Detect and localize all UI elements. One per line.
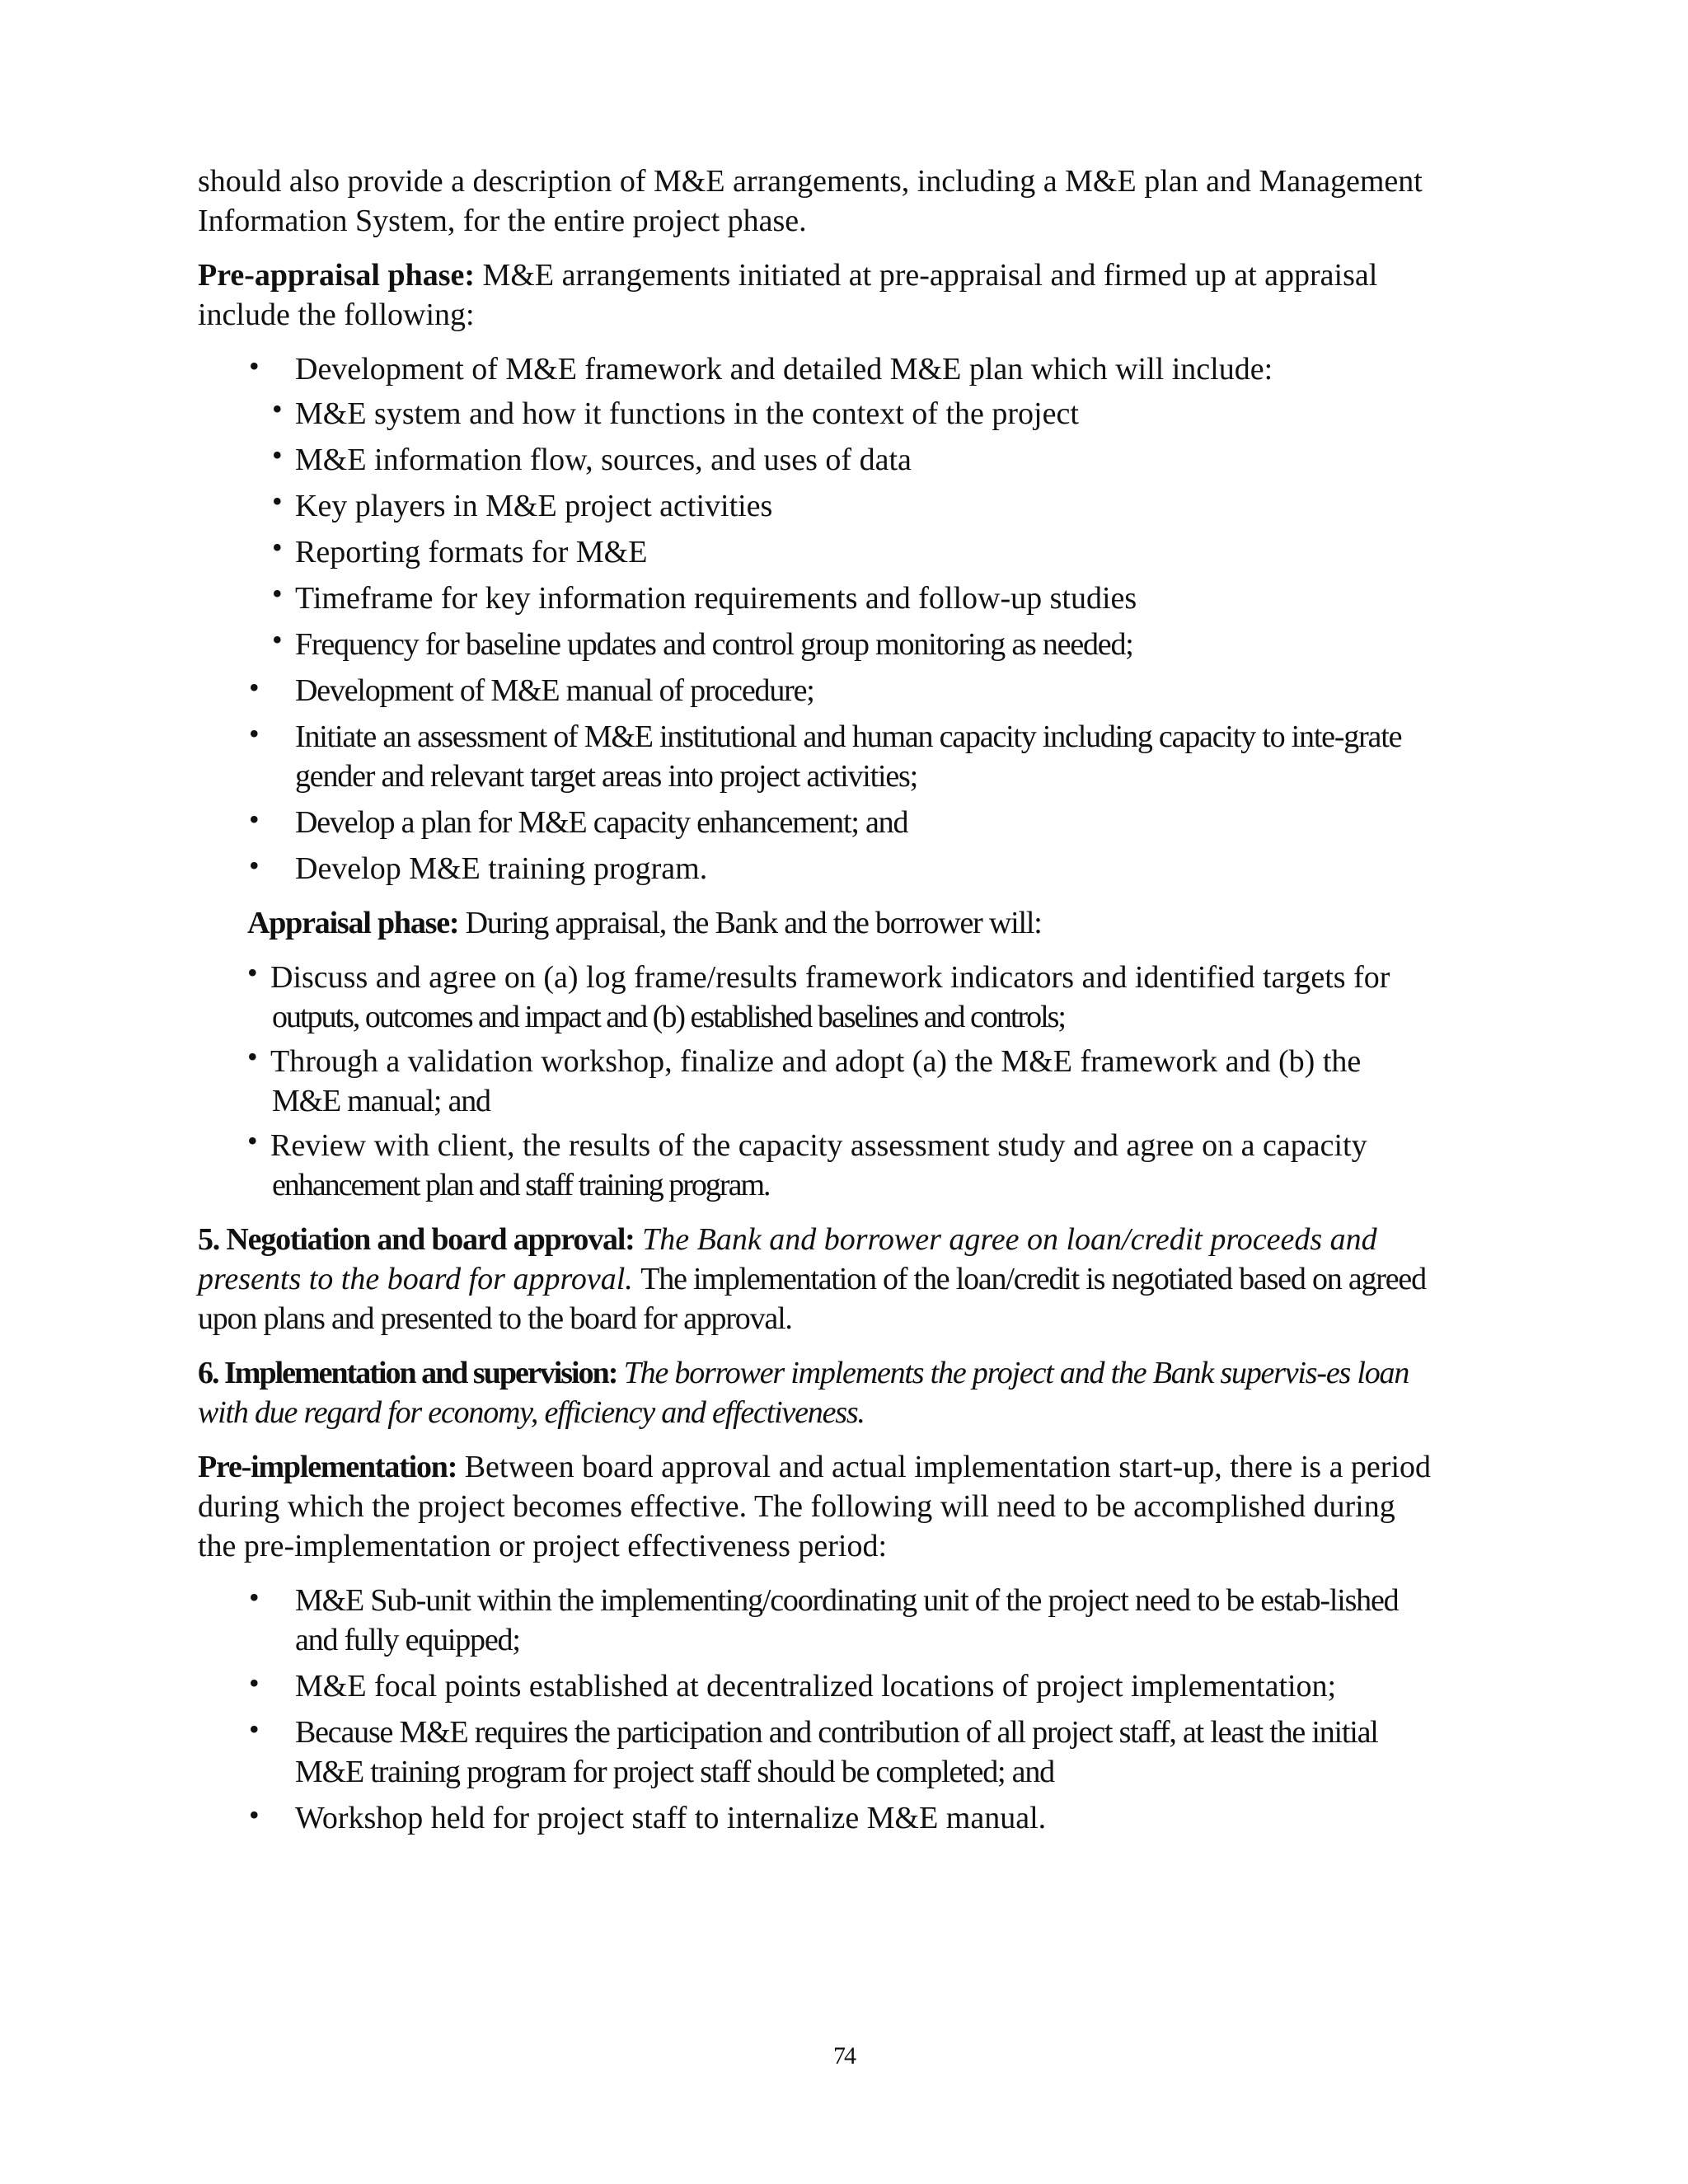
pre-appraisal-list [198,349,1434,888]
list-item: • Key players in M&E project activities [272,486,1434,526]
bullet-icon: • [249,803,260,836]
appraisal-section [198,903,1434,1205]
list-item: • M&E system and how it functions in the context of the project [272,394,1434,434]
implementation-paragraph [198,1353,1434,1432]
bullet-icon: • [249,1666,260,1699]
negotiation-text: The implementation of the loan/credit is negotiated based on agreed upon plans and presented to the board for approval. [198,1262,1426,1336]
appraisal-text: During appraisal, the Bank and the borrower will: [465,906,1042,940]
negotiation-italic: The Bank and borrower agree on loan/credit proceeds and presents to the board for approval. [198,1222,1377,1296]
bullet-icon: • [272,438,283,471]
list-item: • Discuss and agree on (a) log frame/results framework indicators and identified targets for outputs, outcomes and impact and (b) established baselines and controls; [247,958,1434,1037]
list-item: • Review with client, the results of the capacity assessment study and agree on a capacity enhancement plan and staff training program. [247,1126,1434,1205]
list-item: • Development of M&E manual of procedure; [198,671,1434,710]
bullet-icon: • [247,1124,258,1157]
pre-implementation-list [198,1581,1434,1838]
list-item: • Reporting formats for M&E [272,532,1434,572]
bullet-icon: • [272,485,283,518]
bullet-icon: • [249,349,260,382]
bullet-icon: • [249,1798,260,1831]
list-item: • Initiate an assessment of M&E institutional and human capacity including capacity to inte-grate gender and relevant target areas into project activities; [198,717,1434,796]
appraisal-list [247,958,1434,1205]
bullet-icon: • [272,577,283,610]
bullet-icon: • [247,956,258,989]
bullet-icon: • [272,623,283,656]
pre-appraisal-paragraph [198,255,1434,335]
bullet-icon: • [249,671,260,704]
list-item: • Frequency for baseline updates and control group monitoring as needed; [272,625,1434,664]
bullet-icon: • [272,392,283,425]
bullet-icon: • [249,849,260,882]
list-item: • Through a validation workshop, finalize and adopt (a) the M&E framework and (b) the M&E manual; and [247,1042,1434,1121]
pre-implementation-heading: Pre-implementation: [198,1450,457,1484]
list-item: • M&E focal points established at decentralized locations of project implementation; [198,1666,1434,1706]
implementation-italic: The borrower implements the project and the Bank supervis-es loan with due regard for economy, efficiency and effectiveness. [198,1356,1409,1430]
pre-appraisal-text: M&E arrangements initiated at pre-appraisal and firmed up at appraisal include the following: [198,258,1378,332]
list-item: • M&E information flow, sources, and uses of data [272,440,1434,480]
bullet-icon: • [249,1581,260,1614]
bullet-icon: • [249,1713,260,1746]
list-item: • Workshop held for project staff to internalize M&E manual. [198,1798,1434,1838]
pre-appraisal-heading: Pre-appraisal phase: [198,258,476,293]
list-item: • M&E Sub-unit within the implementing/coordinating unit of the project need to be estab-lished and fully equipped; [198,1581,1434,1660]
appraisal-heading: Appraisal phase: [247,906,459,940]
bullet-icon: • [247,1040,258,1073]
bullet-icon: • [249,717,260,750]
document-page [198,162,1434,1853]
implementation-heading: 6. Implementation and supervision: [198,1356,617,1390]
intro-paragraph: should also provide a description of M&E arrangements, including a M&E plan and Management Information System, for the entire project phase. [198,164,1423,238]
list-item: • Development of M&E framework and detailed M&E plan which will include: • M&E system and how it functions in the context of the project • M&E information flow, sources, and uses of data • Key players in M&E project activities • Reporting formats for M&E • Timeframe for key information requirements and follow-up studies • Frequency for baseline updates and control group monitoring as needed; [198,349,1434,664]
list-item: • Develop M&E training program. [198,849,1434,888]
negotiation-paragraph [198,1220,1434,1338]
list-item: • Timeframe for key information requirements and follow-up studies [272,579,1434,618]
appraisal-paragraph [247,903,1434,943]
negotiation-heading: 5. Negotiation and board approval: [198,1222,635,1257]
list-item: • Because M&E requires the participation and contribution of all project staff, at least the initial M&E training program for project staff should be completed; and [198,1713,1434,1792]
list-item: • Develop a plan for M&E capacity enhancement; and [198,803,1434,842]
page-number: 74 [833,2042,855,2069]
pre-implementation-paragraph [198,1447,1434,1566]
pre-appraisal-sublist [272,392,1434,664]
pre-implementation-text: Between board approval and actual implementation start-up, there is a period during which the project becomes effective. The following will need to be accomplished during the pre-implementation or project effectiveness period: [198,1450,1432,1563]
bullet-icon: • [272,531,283,564]
